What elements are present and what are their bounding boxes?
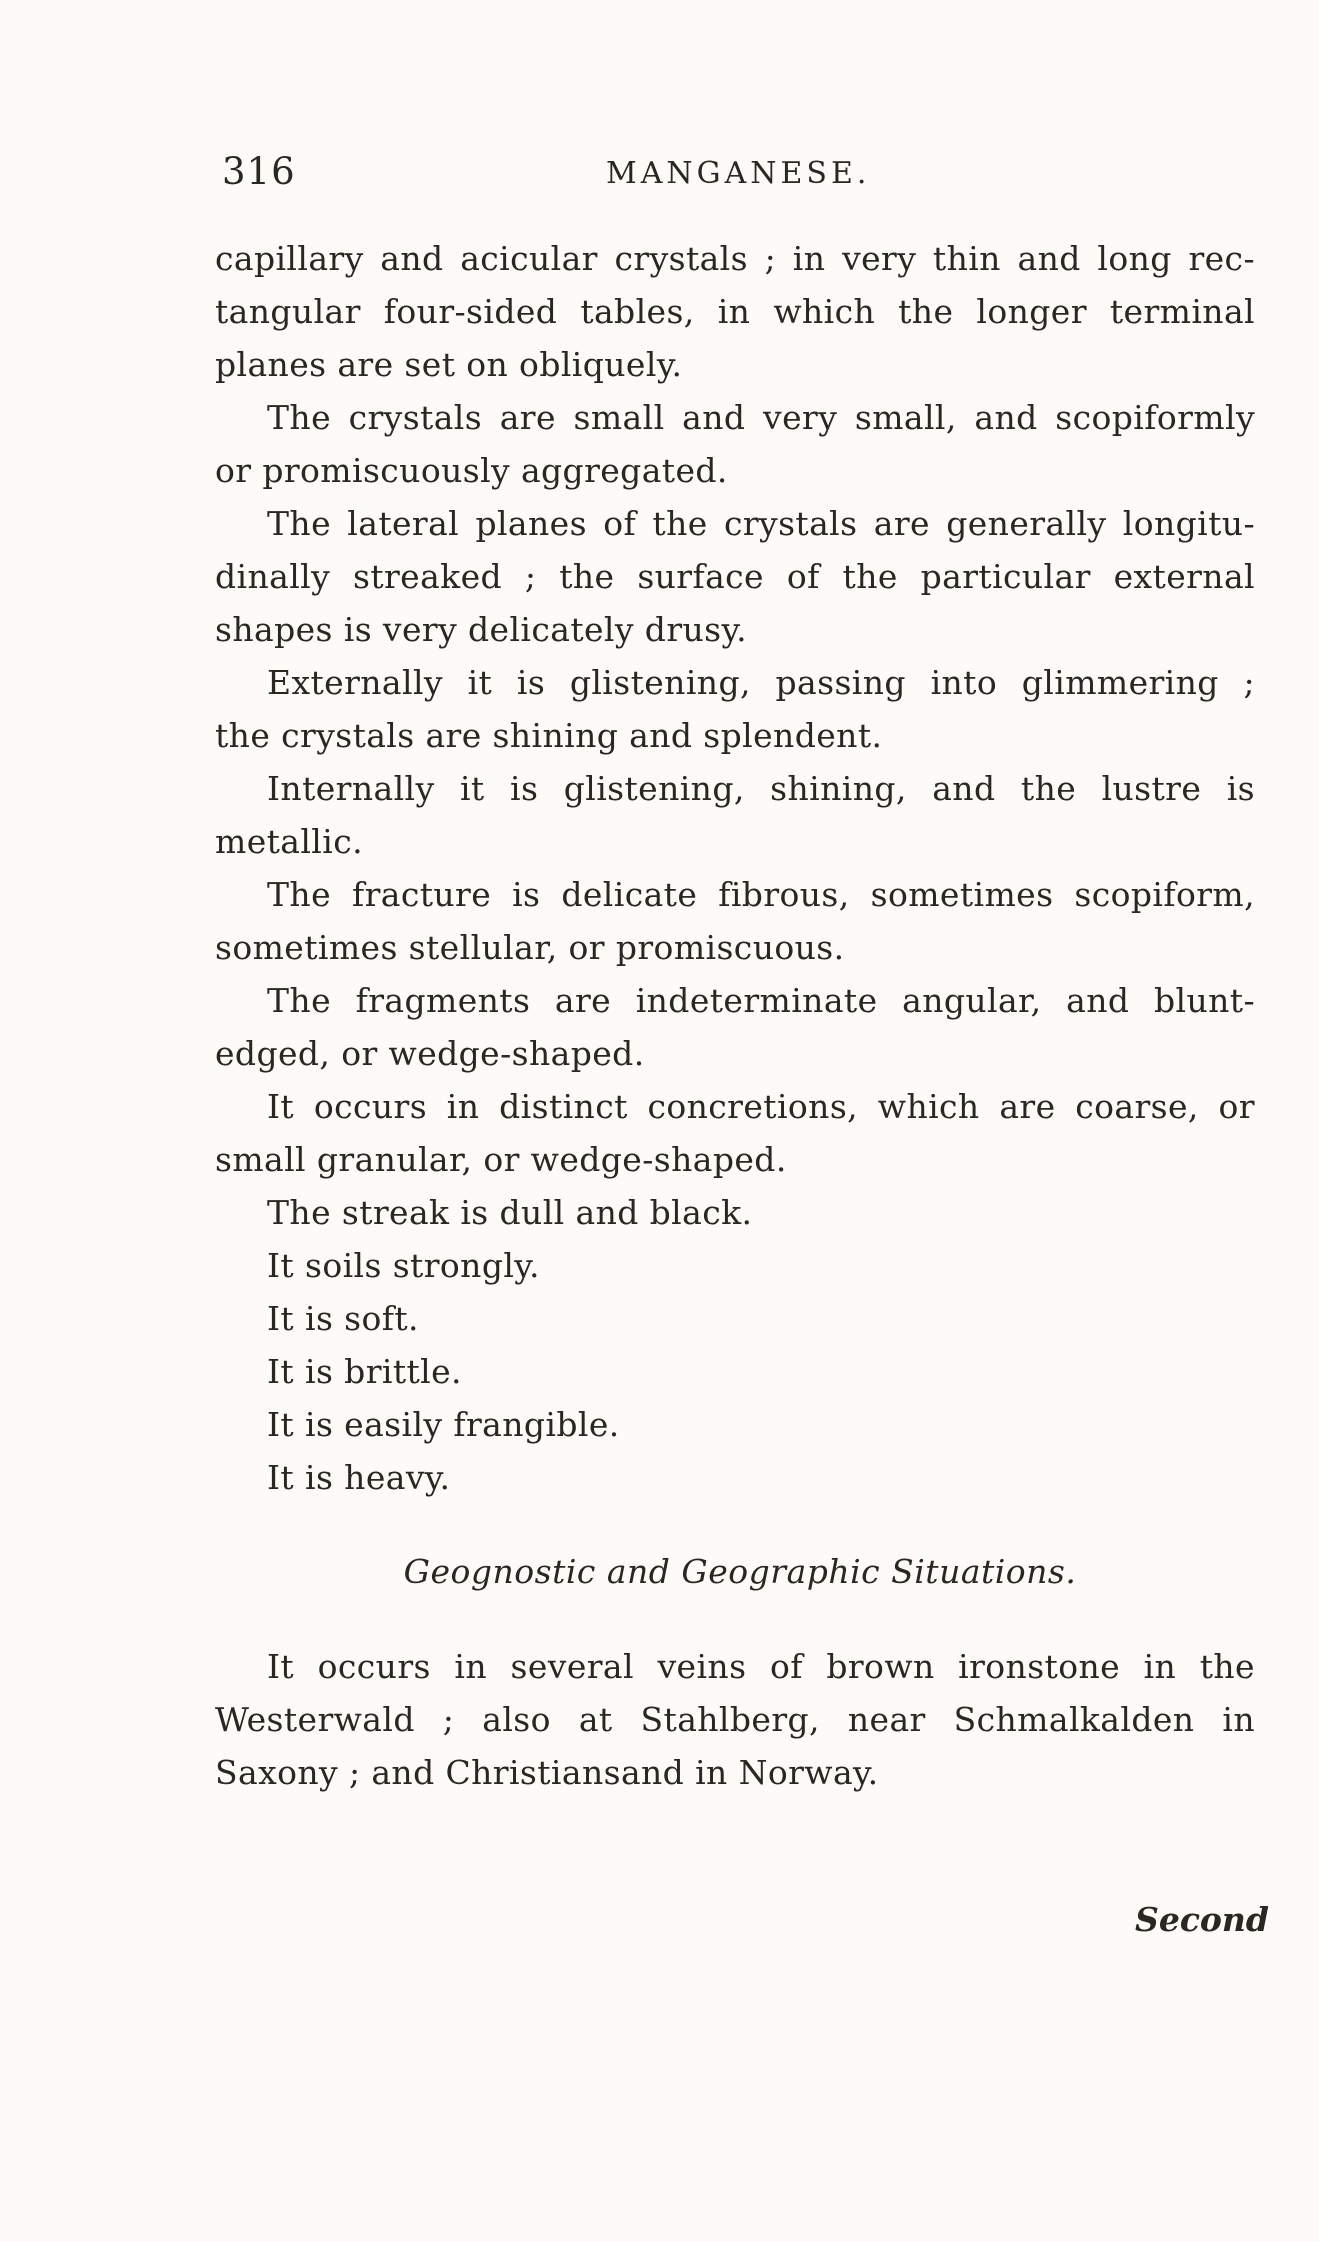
paragraph-fragments [215, 974, 1255, 1080]
text-line: Internally it is glistening, shining, and the lustre is [267, 769, 1255, 808]
text-line: The lateral planes of the crystals are generally longitu- [267, 504, 1255, 543]
text-line: sometimes stellular, or promiscuous. [215, 928, 845, 967]
text-line-heavy: It is heavy. [267, 1458, 451, 1497]
paragraph-crystal-shapes [215, 232, 1255, 391]
text-line: The crystals are small and very small, and scopiformly [267, 398, 1255, 437]
body-text [215, 232, 1255, 1799]
text-line: the crystals are shining and splendent. [215, 716, 883, 755]
section-heading: Geognostic and Geographic Situations. [403, 1552, 1077, 1591]
text-line-soils: It soils strongly. [267, 1246, 540, 1285]
text-line: planes are set on obliquely. [215, 345, 683, 384]
text-line: or promiscuously aggregated. [215, 451, 728, 490]
text-line: Westerwald ; also at Stahlberg, near Schmalkalden in [215, 1700, 1255, 1739]
text-line: The fracture is delicate fibrous, sometimes scopiform, [267, 875, 1255, 914]
text-line: capillary and acicular crystals ; in very thin and long rec- [215, 239, 1255, 278]
page-header [222, 150, 1202, 200]
text-line-frangible: It is easily frangible. [267, 1405, 620, 1444]
text-line-streak: The streak is dull and black. [267, 1193, 753, 1232]
text-line: It occurs in several veins of brown ironstone in the [267, 1647, 1255, 1686]
text-line: edged, or wedge-shaped. [215, 1034, 645, 1073]
paragraph-crystal-size [215, 391, 1255, 497]
text-line-brittle: It is brittle. [267, 1352, 462, 1391]
text-line: Saxony ; and Christiansand in Norway. [215, 1753, 879, 1792]
paragraph-situations [215, 1640, 1255, 1799]
text-line: It occurs in distinct concretions, which are coarse, or [267, 1087, 1255, 1126]
text-line: shapes is very delicately drusy. [215, 610, 748, 649]
catchword: Second [1135, 1900, 1269, 1939]
paragraph-fracture [215, 868, 1255, 974]
paragraph-concretions [215, 1080, 1255, 1186]
text-line: The fragments are indeterminate angular, and blunt- [267, 981, 1255, 1020]
running-head: MANGANESE. [606, 156, 871, 191]
text-line-soft: It is soft. [267, 1299, 419, 1338]
text-line: Externally it is glistening, passing into glimmering ; [267, 663, 1255, 702]
text-line: small granular, or wedge-shaped. [215, 1140, 787, 1179]
text-line: tangular four-sided tables, in which the longer terminal [215, 292, 1255, 331]
text-line: dinally streaked ; the surface of the particular external [215, 557, 1255, 596]
page-number: 316 [222, 150, 296, 193]
text-line: metallic. [215, 822, 363, 861]
paragraph-external-lustre [215, 656, 1255, 762]
paragraph-internal-lustre [215, 762, 1255, 868]
paragraph-lateral-planes [215, 497, 1255, 656]
